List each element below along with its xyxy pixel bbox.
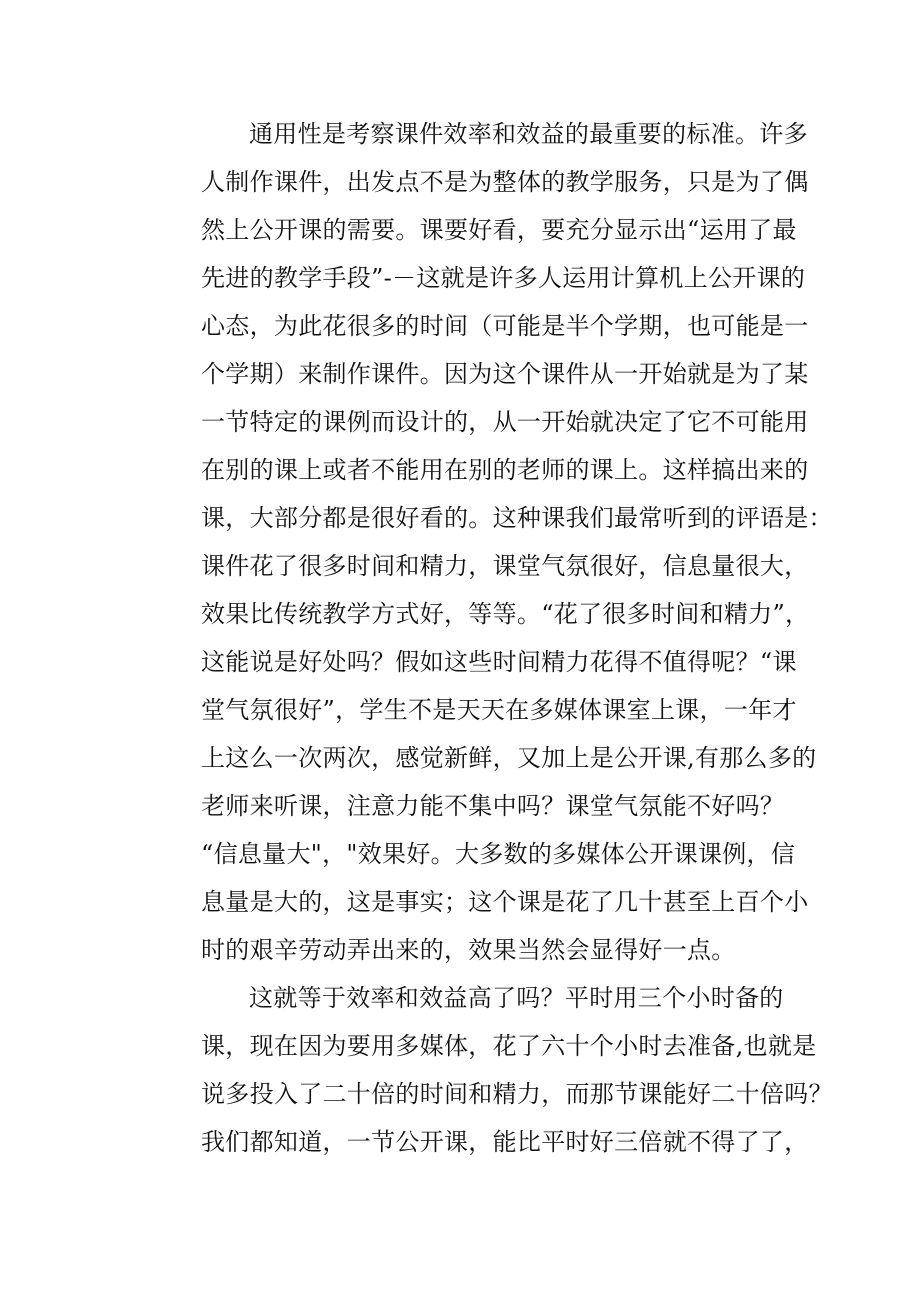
text-line: 课件花了很多时间和精力，课堂气氛很好，信息量很大， — [201, 552, 809, 580]
paragraph-2 — [201, 974, 833, 1166]
text-line: 个学期）来制作课件。因为这个课件从一开始就是为了某 — [201, 360, 809, 388]
body-text — [201, 110, 833, 1166]
text-line: 课，现在因为要用多媒体，花了六十个小时去准备,也就是 — [201, 1032, 817, 1060]
text-line: 这就等于效率和效益高了吗？平时用三个小时备的 — [249, 984, 784, 1012]
paragraph-1 — [201, 110, 833, 974]
text-line: 息量是大的，这是事实；这个课是花了几十甚至上百个小 — [201, 888, 809, 916]
text-line: 通用性是考察课件效率和效益的最重要的标准。许多 — [249, 120, 808, 148]
text-line: 一节特定的课例而设计的，从一开始就决定了它不可能用 — [201, 408, 809, 436]
text-line: 效果比传统教学方式好，等等。“花了很多时间和精力”， — [201, 600, 810, 628]
text-line: 上这么一次两次，感觉新鲜，又加上是公开课,有那么多的 — [201, 744, 817, 772]
text-line: 在别的课上或者不能用在别的老师的课上。这样搞出来的 — [201, 456, 809, 484]
text-line: 心态，为此花很多的时间（可能是半个学期，也可能是一 — [201, 312, 809, 340]
text-line: 人制作课件，出发点不是为整体的教学服务，只是为了偶 — [201, 168, 809, 196]
text-line: 课，大部分都是很好看的。这种课我们最常听到的评语是： — [201, 504, 833, 532]
text-line: 这能说是好处吗？假如这些时间精力花得不值得呢？“课 — [201, 648, 797, 676]
text-line: 说多投入了二十倍的时间和精力，而那节课能好二十倍吗？ — [201, 1080, 833, 1108]
text-line: 我们都知道，一节公开课，能比平时好三倍就不得了了， — [201, 1128, 809, 1156]
text-line: 老师来听课，注意力能不集中吗？课堂气氛能不好吗？ — [201, 792, 785, 820]
text-line: 然上公开课的需要。课要好看，要充分显示出“运用了最 — [201, 216, 797, 244]
text-line: “信息量大"，"效果好。大多数的多媒体公开课课例，信 — [201, 840, 796, 868]
text-line: 先进的教学手段”-－这就是许多人运用计算机上公开课的 — [201, 264, 806, 292]
text-line: 时的艰辛劳动弄出来的，效果当然会显得好一点。 — [201, 936, 736, 964]
text-line: 堂气氛很好”，学生不是天天在多媒体课室上课，一年才 — [201, 696, 797, 724]
